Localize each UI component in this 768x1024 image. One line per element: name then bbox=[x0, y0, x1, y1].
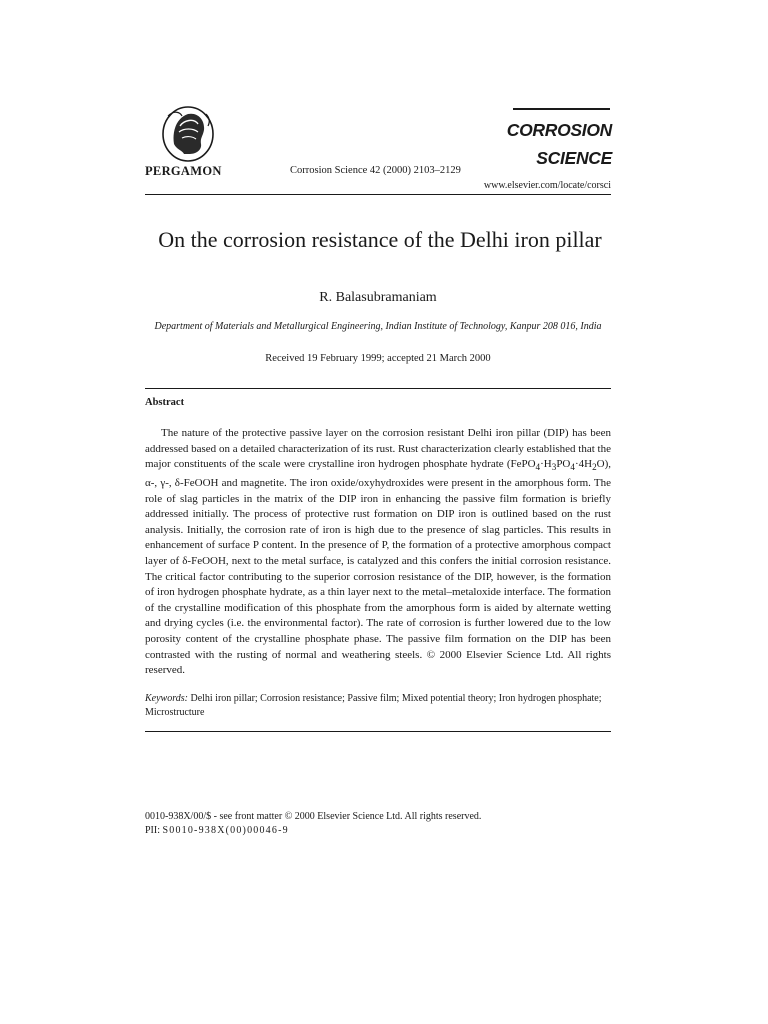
page-footer bbox=[145, 810, 611, 837]
journal-name-line-2: SCIENCE bbox=[536, 148, 612, 168]
pergamon-logo-icon bbox=[160, 104, 216, 164]
author-affiliation: Department of Materials and Metallurgical Engineering, Indian Institute of Technology, Kanpur 208 016, India bbox=[154, 321, 602, 332]
abstract-bottom-divider bbox=[145, 731, 611, 732]
journal-name bbox=[480, 116, 612, 172]
keywords-list: Delhi iron pillar; Corrosion resistance; Passive film; Mixed potential theory; Iron hydrogen phosphate; Microstructure bbox=[145, 693, 602, 718]
pii-line: PII: S0010-938X(00)00046-9 bbox=[145, 824, 289, 836]
keywords-label: Keywords: bbox=[145, 693, 188, 704]
abstract-top-divider bbox=[145, 388, 611, 389]
pii-code: S0010-938X(00)00046-9 bbox=[162, 824, 289, 836]
journal-url[interactable]: www.elsevier.com/locate/corsci bbox=[483, 180, 611, 191]
journal-name-line-1: CORROSION bbox=[506, 120, 612, 140]
keywords bbox=[145, 692, 611, 719]
issn-line: 0010-938X/00/$ - see front matter © 2000 Elsevier Science Ltd. All rights reserved. bbox=[145, 811, 482, 822]
header-divider bbox=[145, 194, 611, 195]
article-author: R. Balasubramaniam bbox=[319, 290, 437, 305]
journal-name-rule bbox=[513, 108, 610, 110]
received-dates: Received 19 February 1999; accepted 21 March 2000 bbox=[265, 353, 491, 364]
publisher-name: PERGAMON bbox=[145, 164, 222, 178]
abstract-text: The nature of the protective passive layer on the corrosion resistant Delhi iron pillar (DIP) has been addressed based on a detailed characterization of its rust. Rust characterization clearly established that the major constituents of the scale were crystalline iron hydrogen phosphate hydrate $(FePO_4\cdot H_3PO_4\cdot 4H_2O)$, α-, γ-, δ-FeOOH and magnetite. The iron oxide/oxyhydroxides were present in the amorphous form. The role of slag particles in the matrix of the DIP iron in enhancing the passive film formation is briefly addressed initially. The process of protective rust formation on DIP iron is outlined based on the rust analysis. Initially, the corrosion rate of iron is high due to the presence of slag particles. This results in enhancement of surface P content. In the presence of P, the formation of a protective amorphous compact layer of δ-FeOOH, next to the metal surface, is catalyzed and this confers the initial corrosion resistance. The critical factor contributing to the superior corrosion resistance of the DIP, however, is the formation of iron hydrogen phosphate hydrate, as a thin layer next to the metal–metaloxide interface. The formation of the crystalline modification of this phosphate from the amorphous form is aided by alternate wetting and drying cycles (i.e. the environmental factor). The rate of corrosion is further lowered due to the low porosity content of the crystalline phosphate phase. The passive film formation on the DIP has been contrasted with the rusting of normal and weathering steels. © 2000 Elsevier Science Ltd. All rights reserved. bbox=[145, 427, 611, 677]
journal-citation: Corrosion Science 42 (2000) 2103–2129 bbox=[290, 165, 461, 176]
abstract-heading: Abstract bbox=[145, 397, 185, 408]
article-title: On the corrosion resistance of the Delhi iron pillar bbox=[158, 227, 602, 252]
